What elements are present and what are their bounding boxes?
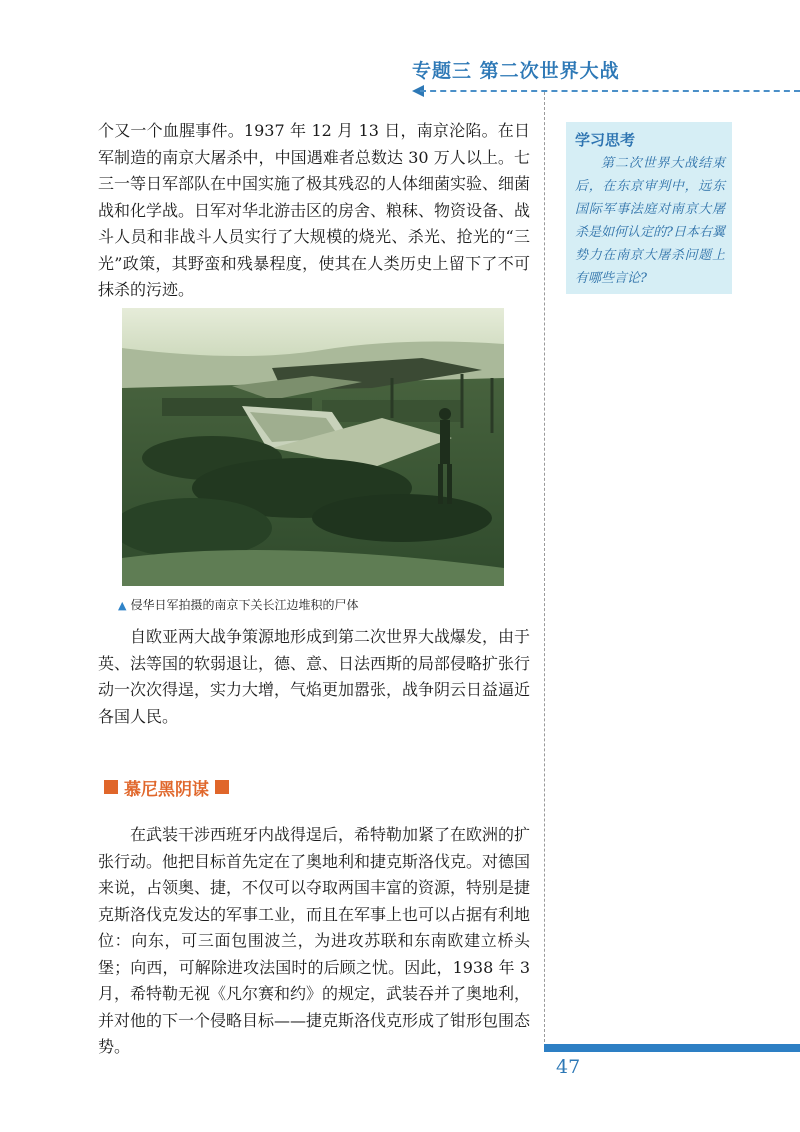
body-paragraph-3: 在武装干涉西班牙内战得逞后，希特勒加紧了在欧洲的扩张行动。他把目标首先定在了奥地利和捷克斯洛伐克。对德国来说，占领奥、捷，不仅可以夺取两国丰富的资源，特别是捷克斯洛伐克发达的军事工业，而且在军事上也可以占据有利地位：向东，可三面包围波兰，为进攻苏联和东南欧建立桥头堡；向西，可解除进攻法国时的后顾之忧。因此，1938 年 3 月，希特勒无视《凡尔赛和约》的规定，武装吞并了奥地利，并对他的下一个侵略目标——捷克斯洛伐克形成了钳形包围态势。	[98, 825, 531, 1056]
triangle-marker-icon: ▲	[118, 599, 127, 612]
section-heading	[98, 774, 235, 800]
header-dashed-rule	[420, 90, 800, 92]
page-number: 47	[556, 1056, 581, 1078]
footer-bar	[544, 1044, 800, 1052]
sidebar-title: 学习思考	[575, 131, 636, 149]
body-paragraph-2: 自欧亚两大战争策源地形成到第二次世界大战爆发，由于英、法等国的软弱退让，德、意、日法西斯的局部侵略扩张行动一次次得逞，实力大增，气焰更加嚣张，战争阴云日益逼近各国人民。	[98, 627, 531, 726]
study-sidebar	[566, 122, 732, 294]
photo-caption-text: 侵华日军拍摄的南京下关长江边堆积的尸体	[130, 598, 359, 612]
body-paragraph-1: 个又一个血腥事件。1937 年 12 月 13 日，南京沦陷。在日军制造的南京大屠杀中，中国遇难者总数达 30 万人以上。七三一等日军部队在中国实施了极其残忍的人体细菌实验、细菌战和化学战。日军对华北游击区的房舍、粮秣、物资设备、战斗人员和非战斗人员实行了大规模的烧光、杀光、抢光的“三光”政策，其野蛮和残暴程度，使其在人类历史上留下了不可抹杀的污迹。	[98, 121, 531, 299]
heading-square-icon	[215, 780, 229, 794]
heading-square-icon	[104, 780, 118, 794]
margin-divider	[544, 92, 545, 1042]
photo-caption	[118, 596, 518, 613]
sidebar-question: 第二次世界大战结束后，在东京审判中，远东国际军事法庭对南京大屠杀是如何认定的?日本右翼势力在南京大屠杀问题上有哪些言论?	[575, 156, 725, 286]
chapter-header-title: 专题三 第二次世界大战	[412, 60, 620, 82]
historical-photo	[122, 308, 504, 586]
section-heading-text: 慕尼黑阴谋	[124, 779, 209, 800]
